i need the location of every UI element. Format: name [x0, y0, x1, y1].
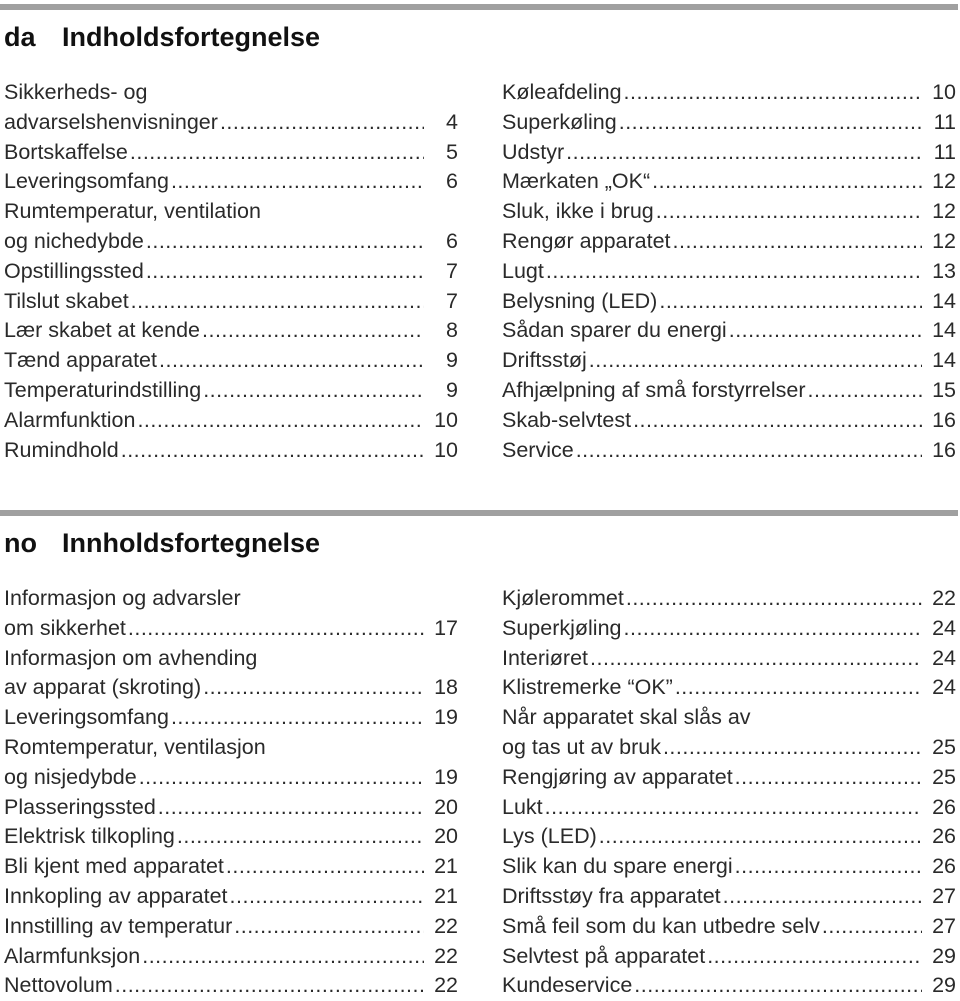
- toc-entry-page: 11: [933, 139, 956, 164]
- toc-entry-title: Bli kjent med apparatet: [4, 854, 224, 879]
- toc-entry-page: 22: [932, 586, 956, 610]
- toc-entry-page: 10: [434, 437, 458, 462]
- dot-leader: [589, 346, 922, 376]
- dot-leader: [590, 644, 922, 674]
- dot-leader: [729, 316, 922, 346]
- toc-entry[interactable]: [502, 673, 956, 703]
- dot-leader: [656, 197, 922, 227]
- toc-entry[interactable]: [502, 346, 956, 376]
- toc-entry-page: 9: [446, 348, 458, 373]
- toc-entry-title: om sikkerhet: [4, 615, 126, 640]
- toc-entry-title: Lær skabet at kende: [4, 318, 201, 343]
- dot-leader: [546, 257, 922, 287]
- toc-entry[interactable]: [4, 316, 458, 346]
- section-divider: [0, 4, 958, 10]
- dot-leader: [234, 912, 424, 942]
- toc-entry-title: Små feil som du kan utbedre selv: [502, 913, 820, 938]
- toc-entry-page: 4: [446, 109, 458, 134]
- toc-entry-page: 14: [932, 318, 956, 343]
- toc-entry-title: Driftsstøy fra apparatet: [502, 883, 721, 908]
- toc-entry-title: Lugt: [502, 258, 544, 283]
- toc-entry-title: Lukt: [502, 794, 543, 819]
- toc-entry[interactable]: [502, 227, 956, 257]
- toc-entry-page: 29: [932, 973, 956, 998]
- dot-leader: [599, 822, 922, 852]
- language-code: da: [4, 22, 36, 52]
- dot-leader: [130, 138, 424, 168]
- toc-entry-page: 26: [932, 794, 956, 819]
- toc-entry[interactable]: [4, 644, 458, 674]
- dot-leader: [626, 584, 922, 614]
- toc-entry-title: Slik kan du spare energi: [502, 854, 733, 879]
- dot-leader: [131, 287, 424, 317]
- dot-leader: [146, 257, 424, 287]
- toc-entry-title: Rengør apparatet: [502, 228, 671, 253]
- toc-entry[interactable]: [4, 227, 458, 257]
- toc-entry[interactable]: [4, 733, 458, 763]
- toc-entry-page: 12: [932, 199, 956, 224]
- toc-entry-title: og nisjedybde: [4, 764, 137, 789]
- dot-leader: [723, 882, 922, 912]
- toc-entry[interactable]: [502, 822, 956, 852]
- dot-leader: [566, 138, 922, 168]
- dot-leader: [121, 436, 424, 466]
- toc-entry-title: Udstyr: [502, 139, 565, 164]
- toc-entry[interactable]: [502, 257, 956, 287]
- section-title: Innholdsfortegnelse: [62, 528, 321, 558]
- toc-entry-title: Tænd apparatet: [4, 348, 157, 373]
- toc-entry-page: 12: [932, 169, 956, 194]
- toc-entry-page: 11: [933, 109, 956, 134]
- toc-entry[interactable]: [502, 614, 956, 644]
- toc-entry[interactable]: [4, 942, 458, 972]
- toc-entry[interactable]: [502, 108, 956, 138]
- toc-entry-title: Elektrisk tilkopling: [4, 824, 175, 849]
- toc-entry[interactable]: [4, 167, 458, 197]
- toc-entry[interactable]: [4, 614, 458, 644]
- dot-leader: [159, 346, 424, 376]
- dot-leader: [735, 852, 922, 882]
- dot-leader: [128, 614, 424, 644]
- toc-entry-title: Lys (LED): [502, 824, 597, 849]
- toc-entry-title: Nettovolum: [4, 973, 113, 998]
- toc-entry-title: Superkøling: [502, 109, 617, 134]
- toc-entry-page: 18: [434, 675, 458, 700]
- toc-entry[interactable]: [502, 138, 956, 168]
- toc-entry-page: 19: [434, 705, 458, 730]
- toc-entry-page: 21: [434, 883, 458, 908]
- section-heading: [4, 528, 320, 559]
- toc-entry[interactable]: [502, 376, 956, 406]
- toc-entry[interactable]: [502, 852, 956, 882]
- dot-leader: [158, 793, 424, 823]
- dot-leader: [808, 376, 923, 406]
- toc-entry[interactable]: [4, 793, 458, 823]
- dot-leader: [171, 703, 424, 733]
- toc-entry-page: 12: [932, 228, 956, 253]
- toc-entry-title: Alarmfunksjon: [4, 943, 141, 968]
- toc-entry-title: og nichedybde: [4, 228, 144, 253]
- toc-entry-title: Informasjon og advarsler: [4, 586, 241, 610]
- dot-leader: [142, 942, 424, 972]
- toc-entry-title: Sikkerheds- og: [4, 80, 148, 104]
- toc-entry-title: Plasseringssted: [4, 794, 156, 819]
- toc-entry-title: Rumtemperatur, ventilation: [4, 199, 261, 224]
- toc-entry[interactable]: [4, 912, 458, 942]
- toc-entry-page: 22: [434, 913, 458, 938]
- toc-entry-title: Rumindhold: [4, 437, 119, 462]
- toc-entry[interactable]: [4, 197, 458, 227]
- toc-entry-page: 7: [446, 288, 458, 313]
- toc-entry-page: 6: [446, 169, 458, 194]
- toc-entry-title: Afhjælpning af små forstyrrelser: [502, 377, 806, 402]
- dot-leader: [139, 763, 424, 793]
- section-heading: [4, 22, 320, 53]
- toc-entry-title: Temperaturindstilling: [4, 377, 202, 402]
- toc-entry-page: 26: [932, 854, 956, 879]
- toc-entry-title: Skab-selvtest: [502, 407, 632, 432]
- toc-entry[interactable]: [4, 882, 458, 912]
- toc-entry-title: Køleafdeling: [502, 80, 622, 104]
- toc-entry[interactable]: [4, 138, 458, 168]
- toc-entry-title: Kjølerommet: [502, 586, 624, 610]
- dot-leader: [633, 406, 922, 436]
- toc-entry-page: 22: [434, 943, 458, 968]
- toc-entry[interactable]: [502, 644, 956, 674]
- toc-entry[interactable]: [4, 703, 458, 733]
- toc-entry[interactable]: [502, 882, 956, 912]
- toc-entry[interactable]: [4, 287, 458, 317]
- toc-entry[interactable]: [4, 763, 458, 793]
- toc-entry-page: 24: [932, 615, 956, 640]
- toc-entry-page: 10: [434, 407, 458, 432]
- toc-entry-page: 16: [932, 437, 956, 462]
- toc-entry[interactable]: [502, 703, 956, 733]
- toc-entry-page: 9: [446, 377, 458, 402]
- dot-leader: [171, 167, 424, 197]
- toc-column-right: [502, 78, 956, 465]
- toc-entry[interactable]: [4, 584, 458, 614]
- toc-entry[interactable]: [502, 733, 956, 763]
- dot-leader: [146, 227, 424, 257]
- dot-leader: [203, 673, 424, 703]
- toc-entry-page: 6: [446, 228, 458, 253]
- toc-entry[interactable]: [502, 793, 956, 823]
- toc-entry[interactable]: [4, 257, 458, 287]
- dot-leader: [545, 793, 922, 823]
- toc-entry-page: 8: [446, 318, 458, 343]
- dot-leader: [624, 78, 922, 108]
- toc-entry-page: 15: [932, 377, 956, 402]
- section-title: Indholdsfortegnelse: [62, 22, 321, 52]
- toc-entry-page: 19: [434, 764, 458, 789]
- toc-entry[interactable]: [4, 822, 458, 852]
- toc-entry-page: 13: [932, 258, 956, 283]
- toc-entry-page: 26: [932, 824, 956, 849]
- dot-leader: [226, 852, 424, 882]
- toc-column-right: [502, 584, 956, 1001]
- toc-entry-page: 25: [932, 734, 956, 759]
- toc-entry[interactable]: [502, 78, 956, 108]
- toc-entry-title: Sådan sparer du energi: [502, 318, 727, 343]
- toc-entry-title: Romtemperatur, ventilasjon: [4, 734, 266, 759]
- toc-entry[interactable]: [502, 584, 956, 614]
- dot-leader: [673, 227, 922, 257]
- toc-entry[interactable]: [4, 346, 458, 376]
- dot-leader: [735, 763, 922, 793]
- toc-entry[interactable]: [502, 971, 956, 1001]
- toc-entry-title: av apparat (skroting): [4, 675, 202, 700]
- toc-entry-title: og tas ut av bruk: [502, 734, 661, 759]
- toc-entry-page: 17: [434, 615, 458, 640]
- toc-entry-title: Driftsstøj: [502, 348, 587, 373]
- toc-entry-title: Service: [502, 437, 574, 462]
- dot-leader: [220, 108, 424, 138]
- toc-entry-page: 16: [932, 407, 956, 432]
- toc-entry-title: advarselshenvisninger: [4, 109, 218, 134]
- toc-entry-title: Interiøret: [502, 645, 589, 670]
- toc-entry-title: Belysning (LED): [502, 288, 658, 313]
- toc-entry[interactable]: [4, 376, 458, 406]
- toc-entry-title: Superkjøling: [502, 615, 622, 640]
- dot-leader: [624, 614, 923, 644]
- toc-entry-page: 24: [932, 675, 956, 700]
- toc-entry-title: Opstillingssted: [4, 258, 144, 283]
- toc-entry-page: 5: [446, 139, 458, 164]
- toc-entry-title: Leveringsomfang: [4, 169, 169, 194]
- toc-entry-page: 7: [446, 258, 458, 283]
- toc-entry[interactable]: [502, 167, 956, 197]
- toc-entry-title: Tilslut skabet: [4, 288, 129, 313]
- toc-entry-title: Klistremerke “OK”: [502, 675, 673, 700]
- dot-leader: [203, 376, 424, 406]
- dot-leader: [230, 882, 424, 912]
- toc-entry-page: 22: [434, 973, 458, 998]
- dot-leader: [202, 316, 424, 346]
- toc-entry-page: 10: [932, 80, 956, 104]
- dot-leader: [137, 406, 424, 436]
- toc-entry[interactable]: [502, 436, 956, 466]
- toc-entry-page: 29: [932, 943, 956, 968]
- toc-entry[interactable]: [4, 673, 458, 703]
- toc-entry[interactable]: [502, 763, 956, 793]
- toc-entry-page: 14: [932, 288, 956, 313]
- toc-column-left: [4, 78, 458, 465]
- toc-entry-title: Bortskaffelse: [4, 139, 128, 164]
- dot-leader: [576, 436, 922, 466]
- language-code: no: [4, 528, 37, 558]
- dot-leader: [177, 822, 424, 852]
- toc-entry-title: Informasjon om avhending: [4, 645, 258, 670]
- toc-entry-page: 20: [434, 794, 458, 819]
- toc-entry-page: 25: [932, 764, 956, 789]
- toc-entry-page: 27: [932, 913, 956, 938]
- dot-leader: [663, 733, 922, 763]
- toc-entry-page: 24: [932, 645, 956, 670]
- toc-entry-title: Innstilling av temperatur: [4, 913, 233, 938]
- toc-entry-page: 20: [434, 824, 458, 849]
- dot-leader: [619, 108, 922, 138]
- toc-entry[interactable]: [502, 197, 956, 227]
- toc-entry[interactable]: [502, 316, 956, 346]
- toc-column-left: [4, 584, 458, 1001]
- toc-entry[interactable]: [4, 971, 458, 1001]
- toc-entry[interactable]: [502, 912, 956, 942]
- toc-entry[interactable]: [4, 852, 458, 882]
- toc-entry-title: Rengjøring av apparatet: [502, 764, 733, 789]
- toc-entry-title: Selvtest på apparatet: [502, 943, 706, 968]
- toc-entry[interactable]: [4, 436, 458, 466]
- dot-leader: [652, 167, 922, 197]
- toc-entry[interactable]: [4, 108, 458, 138]
- toc-entry-title: Alarmfunktion: [4, 407, 136, 432]
- toc-entry[interactable]: [4, 78, 458, 108]
- toc-entry-title: Sluk, ikke i brug: [502, 199, 654, 224]
- dot-leader: [659, 287, 922, 317]
- section-divider: [0, 510, 958, 516]
- dot-leader: [634, 971, 922, 1001]
- dot-leader: [675, 673, 922, 703]
- toc-entry-title: Kundeservice: [502, 973, 633, 998]
- toc-entry-title: Mærkaten „OK“: [502, 169, 651, 194]
- toc-entry-page: 21: [434, 854, 458, 879]
- toc-entry-page: 14: [932, 348, 956, 373]
- toc-entry-page: 27: [932, 883, 956, 908]
- toc-entry-title: Når apparatet skal slås av: [502, 705, 751, 730]
- toc-entry[interactable]: [502, 942, 956, 972]
- toc-entry[interactable]: [502, 287, 956, 317]
- dot-leader: [822, 912, 922, 942]
- toc-entry-title: Leveringsomfang: [4, 705, 169, 730]
- dot-leader: [707, 942, 922, 972]
- toc-entry[interactable]: [4, 406, 458, 436]
- dot-leader: [115, 971, 424, 1001]
- toc-entry-title: Innkopling av apparatet: [4, 883, 228, 908]
- toc-entry[interactable]: [502, 406, 956, 436]
